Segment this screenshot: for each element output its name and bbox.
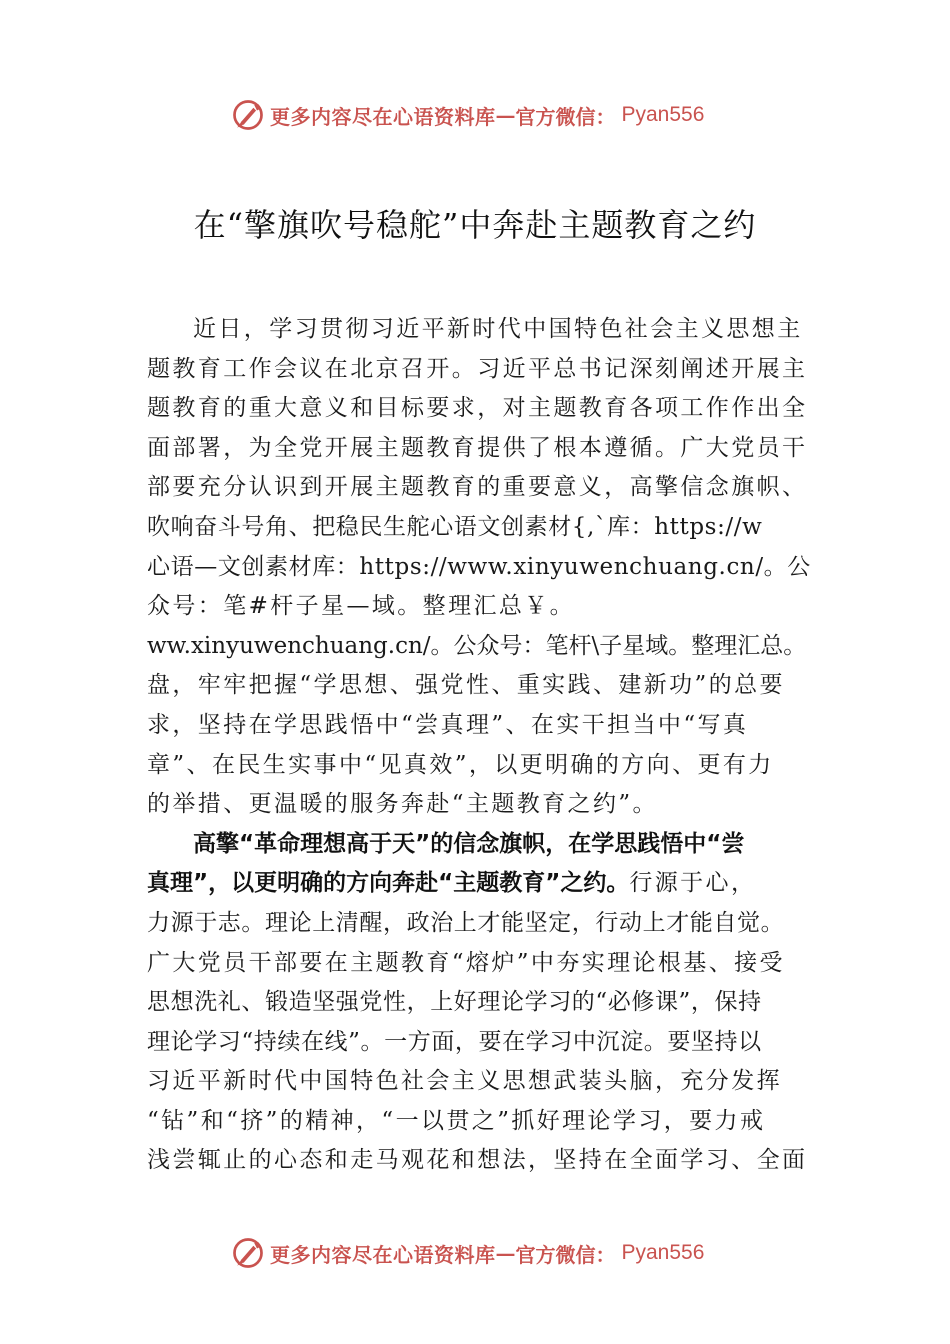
paragraph-line: 习近平新时代中国特色社会主义思想武装头脑，充分发挥: [147, 1068, 782, 1095]
banner-wechat-id: Pyan556: [621, 1241, 705, 1264]
paragraph-line: 广大党员干部要在主题教育“熔炉”中夯实理论根基、接受: [147, 949, 785, 976]
banner-slogan: 更多内容尽在心语资料库: [270, 1242, 496, 1267]
paragraph-line: 盘，牢牢把握“学思想、强党性、重实践、建新功”的总要: [147, 672, 785, 699]
banner-slogan: 更多内容尽在心语资料库: [270, 104, 496, 129]
section-heading-bold-part: 真理”，以更明确的方向奔赴“主题教育”之约。: [147, 870, 630, 897]
paragraph-line: 心语—文创素材库：https://www.xinyuwenchuang.cn/。公: [147, 553, 811, 580]
paragraph-line: ww.xinyuwenchuang.cn/。公众号：笔杆\子星域。整理汇总。: [147, 632, 807, 659]
banner-separator: —: [495, 1241, 516, 1265]
paragraph-line: 面部署，为全党开展主题教育提供了根本遵循。广大党员干: [147, 434, 808, 461]
paragraph-line: 题教育工作会议在北京召开。习近平总书记深刻阐述开展主: [147, 355, 808, 382]
document-body: [147, 310, 837, 1181]
section-heading: 高擎“革命理想高于天”的信念旗帜，在学思践悟中“尝: [193, 830, 745, 857]
paragraph-line: 近日，学习贯彻习近平新时代中国特色社会主义思想主: [193, 316, 803, 342]
header-watermark-banner: [0, 95, 950, 135]
paragraph-line: 思想洗礼、锻造坚强党性，上好理论学习的“必修课”，保持: [147, 989, 762, 1016]
paragraph-line: 求，坚持在学思践悟中“尝真理”、在实干担当中“写真: [147, 711, 749, 738]
section-heading-rest: 行源于心，: [629, 870, 757, 897]
footer-watermark-banner: [0, 1233, 950, 1273]
banner-separator: —: [495, 103, 516, 127]
paragraph-line: 的举措、更温暖的服务奔赴“主题教育之约”。: [147, 791, 658, 818]
paragraph-line: “钻”和“挤”的精神，“一以贯之”抓好理论学习，要力戒: [147, 1107, 766, 1134]
paragraph-line: 部要充分认识到开展主题教育的重要意义，高擎信念旗帜、: [147, 474, 808, 501]
document-title: 在“擎旗吹号稳舵”中奔赴主题教育之约: [193, 206, 757, 244]
paragraph-line: 章”、在民生实事中“见真效”，以更明确的方向、更有力: [147, 751, 774, 778]
paragraph-line: 众号：笔#杆子星—域。整理汇总￥。: [147, 593, 576, 620]
pen-heart-logo-icon: [230, 97, 266, 133]
paragraph-line: 浅尝辄止的心态和走马观花和想法，坚持在全面学习、全面: [147, 1147, 808, 1174]
pen-heart-logo-icon: [230, 1235, 266, 1271]
paragraph-line: 题教育的重大意义和目标要求，对主题教育各项工作作出全: [147, 395, 808, 422]
paragraph-line: 吹响奋斗号角、把稳民生舵心语文创素材{,`库：https://w: [147, 513, 763, 540]
paragraph-line: 理论学习“持续在线”。一方面，要在学习中沉淀。要坚持以: [147, 1028, 762, 1055]
banner-wechat-id: Pyan556: [621, 103, 705, 126]
banner-wechat-label: 官方微信：: [515, 104, 616, 129]
section-heading-continuation: [147, 864, 837, 904]
paragraph-line: 力源于志。理论上清醒，政治上才能坚定，行动上才能自觉。: [147, 909, 785, 936]
banner-wechat-label: 官方微信：: [515, 1242, 616, 1267]
